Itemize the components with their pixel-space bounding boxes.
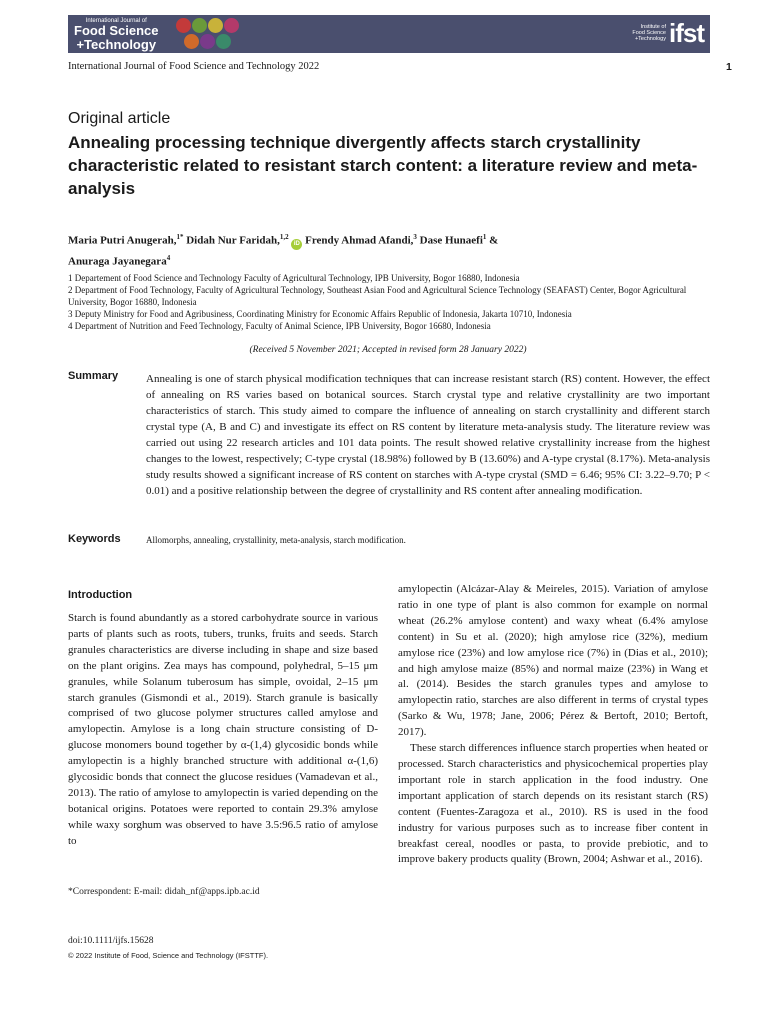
cover-circle-image [216, 34, 231, 49]
author-name: Maria Putri Anugerah, [68, 234, 177, 247]
article-title: Annealing processing technique divergently affects starch crystallinity characteristic related to resistant starch content: a literature review and meta-analysis [68, 133, 698, 198]
ifst-logo [632, 19, 704, 47]
cover-circle-image [200, 34, 215, 49]
author-affil-mark: 1,2 [279, 233, 289, 241]
article-type: Original article [68, 110, 171, 127]
copyright-notice: © 2022 Institute of Food, Science and Technology (IFSTTF). [68, 951, 269, 960]
ifst-logo-line2: Food Science [632, 30, 666, 36]
author-ampersand: & [489, 234, 499, 247]
ifst-logo-wordmark: ifst [669, 18, 704, 48]
body-column-right [398, 582, 708, 868]
cover-images [176, 18, 288, 50]
keywords-label: Keywords [68, 533, 121, 545]
ifst-logo-line3: +Technology [634, 36, 666, 42]
body-paragraph: Starch is found abundantly as a stored carbohydrate source in various parts of plants such as roots, tubers, trunks, fruits and seeds. Starch granules characteristics are diverse including in shape and size based on the plant origins. Zea mays has compound, polyhedral, 5–15 μm granules, while Solanum tuberosum has simple, ovoidal, 2–15 μm starch granules (Gismondi et al., 2019). Starch granule is basically comprised of two glucose polymer structures called amylose and amylopectin. Amylose is a long chain structure consisting of D-glucose monomers bound together by α-(1,4) glycosidic bonds while amylopectin is a highly branched structure with additional α-(1,6) glycosidic bonds that connect the glucose residues (Vamadevan et al., 2013). The ratio of amylose to amylopectin is varied depending on the botanical origins. Potatoes were reported to contain 29.3% amylose while waxy sorghum was observed to have 3.5:96.5 ratio of amylose to [68, 612, 378, 847]
body-paragraph: amylopectin (Alcázar-Alay & Meireles, 2015). Variation of amylose ratio in one type of plant is also common for example on normal wheat (26.2% amylose content) and waxy wheat (6.4% amylose content) in Su et al. (2020); high amylose rice (32%), medium amylose rice (23%) and low amylose rice (7%) in (Dias et al., 2010); and high amylose maize (85%) and normal maize (23%) in Wang et al. (2014). Besides the starch granules types and amylose to amylopectin ratio, starches are also different in terms of crystal types (Sarko & Wu, 1978; Jane, 2006; Pérez & Bertoft, 2010; Bertoft, 2017). [398, 583, 708, 739]
summary-label: Summary [68, 370, 119, 382]
ifst-logo-small-text [632, 24, 666, 42]
doi-link[interactable]: doi:10.1111/ijfs.15628 [68, 936, 154, 946]
correspondent-footnote: *Correspondent: E-mail: didah_nf@apps.ipb.ac.id [68, 887, 260, 897]
orcid-icon[interactable]: iD [291, 239, 302, 250]
journal-logo-line1: International Journal of [85, 18, 147, 24]
introduction-heading: Introduction [68, 589, 133, 601]
cover-circle-image [224, 18, 239, 33]
author-affil-mark: 1* [176, 233, 184, 241]
affiliation-item: 1 Departement of Food Science and Technology Faculty of Agricultural Technology, IPB University, Bogor 16880, Indonesia [68, 273, 520, 283]
page-number: 1 [726, 61, 732, 73]
cover-circle-image [184, 34, 199, 49]
summary-text: Annealing is one of starch physical modification techniques that can increase resistant starch (RS) content. However, the effect of annealing on RS varies based on botanical sources. Starch crystal type and relative crystallinity are two important characteristics of starch. This study aimed to compare the influence of annealing on starch crystallinity and different starch crystal type (A, B and C) and investigate its effect on RS content by literature meta-analysis study. The literature review was carried out using 22 research articles and 101 data points. The result showed relative crystallinity increase from the highest changes to the lowest, respectively; C-type crystal (18.98%) followed by B (13.60%) and A-type crystal (8.17%). Meta-analysis study results showed a significant increase of RS content on starches with A-type crystal (SMD = 6.46; 95% CI: 3.22–9.70; P < 0.01) and a positive relationship between the degree of crystallinity and RS content after annealing modification. [146, 373, 710, 497]
body-column-left [68, 611, 378, 850]
cover-circle-image [192, 18, 207, 33]
affiliation-item: 2 Department of Food Technology, Faculty of Agricultural Technology, Southeast Asian Food and Agricultural Science Technology (SEAFAST) Center, Bogor Agricultural University, Bogor 16880, Indonesia [68, 285, 687, 307]
affiliation-item: 4 Department of Nutrition and Feed Technology, Faculty of Animal Science, IPB University, Bogor 16680, Indonesia [68, 321, 491, 331]
running-head: International Journal of Food Science and Technology 2022 [68, 61, 320, 72]
author-name: Anuraga Jayanegara [68, 255, 167, 268]
cover-circle-image [208, 18, 223, 33]
ifst-logo-line1: Institute of [640, 24, 666, 30]
affiliation-item: 3 Deputy Ministry for Food and Agribusiness, Coordinating Ministry for Economic Affairs Republic of Indonesia, Jakarta 10710, Indonesia [68, 309, 572, 319]
journal-logo-line2: Food Science [74, 23, 159, 38]
keywords-text: Allomorphs, annealing, crystallinity, meta-analysis, starch modification. [146, 535, 406, 545]
journal-banner [68, 15, 710, 53]
received-dates: (Received 5 November 2021; Accepted in revised form 28 January 2022) [249, 345, 527, 355]
author-list [68, 229, 708, 270]
journal-logo [74, 18, 159, 52]
author-name: Didah Nur Faridah, [186, 234, 280, 247]
author-affil-mark: 3 [413, 233, 417, 241]
affiliations [68, 272, 708, 332]
author-name: Frendy Ahmad Afandi, [305, 234, 414, 247]
body-paragraph: These starch differences influence starch properties when heated or processed. Starch characteristics and physicochemical properties play important role in starch application in the food industry. One important application of starch depends on its resistant starch (RS) content (Fuentes-Zaragoza et al., 2010). RS is used in the food industry for various purposes such as to increase fiber content in breakfast cereal, noodles or pasta, to provide prebiotic, and to improve bakery products quality (Brown, 2004; Ashwar et al., 2016). [398, 742, 708, 866]
author-affil-mark: 1 [482, 233, 487, 241]
author-name: Dase Hunaefi [419, 234, 483, 247]
journal-logo-line3: +Technology [76, 37, 157, 52]
cover-circle-image [176, 18, 191, 33]
author-affil-mark: 4 [166, 253, 171, 262]
